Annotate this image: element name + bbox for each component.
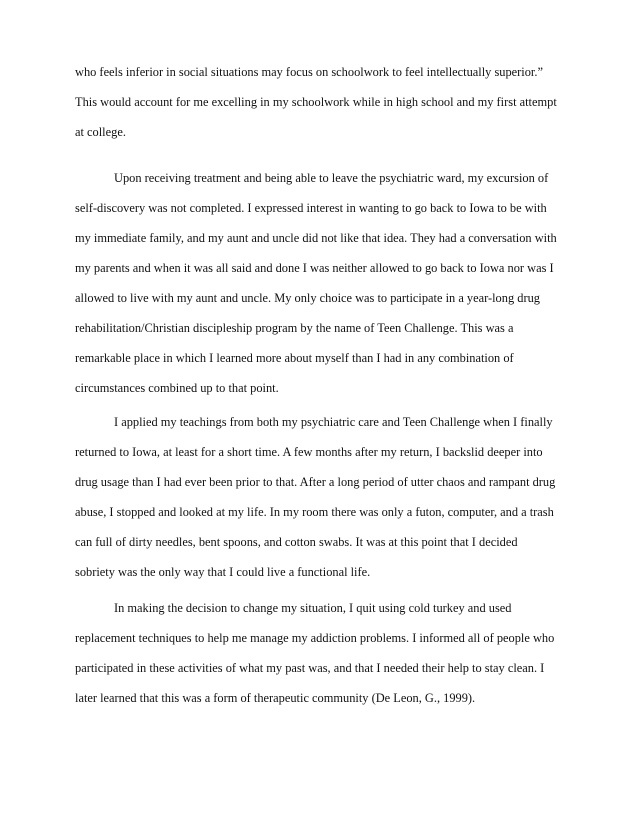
- paragraph-first-line: Upon receiving treatment and being able to leave the psychiatric ward, my excursion of: [114, 171, 549, 185]
- text-line: my immediate family, and my aunt and uncle did not like that idea. They had a conversation with: [75, 231, 557, 245]
- text-line: who feels inferior in social situations may focus on schoolwork to feel intellectually superior.”: [75, 65, 543, 79]
- text-line: circumstances combined up to that point.: [75, 381, 279, 395]
- text-line: sobriety was the only way that I could live a functional life.: [75, 565, 371, 579]
- text-line: remarkable place in which I learned more about myself than I had in any combination of: [75, 351, 514, 365]
- text-line: allowed to live with my aunt and uncle. My only choice was to participate in a year-long drug: [75, 291, 540, 305]
- text-line: my parents and when it was all said and done I was neither allowed to go back to Iowa nor was I: [75, 261, 554, 275]
- text-line: abuse, I stopped and looked at my life. In my room there was only a futon, computer, and a trash: [75, 505, 554, 519]
- text-line: can full of dirty needles, bent spoons, and cotton swabs. It was at this point that I decided: [75, 535, 518, 549]
- paragraph-first-line: I applied my teachings from both my psychiatric care and Teen Challenge when I finally: [114, 415, 553, 429]
- paragraph-first-line: In making the decision to change my situation, I quit using cold turkey and used: [114, 601, 512, 615]
- text-line: replacement techniques to help me manage my addiction problems. I informed all of people who: [75, 631, 555, 645]
- text-line: at college.: [75, 125, 126, 139]
- text-line: returned to Iowa, at least for a short time. A few months after my return, I backslid deeper into: [75, 445, 543, 459]
- text-line: self-discovery was not completed. I expressed interest in wanting to go back to Iowa to be with: [75, 201, 547, 215]
- text-line: rehabilitation/Christian discipleship program by the name of Teen Challenge. This was a: [75, 321, 514, 335]
- text-line: later learned that this was a form of therapeutic community (De Leon, G., 1999).: [75, 691, 476, 705]
- text-line: drug usage than I had ever been prior to that. After a long period of utter chaos and rampant drug: [75, 475, 556, 489]
- text-line: This would account for me excelling in my schoolwork while in high school and my first attempt: [75, 95, 557, 109]
- text-line: participated in these activities of what my past was, and that I needed their help to stay clean. I: [75, 661, 545, 675]
